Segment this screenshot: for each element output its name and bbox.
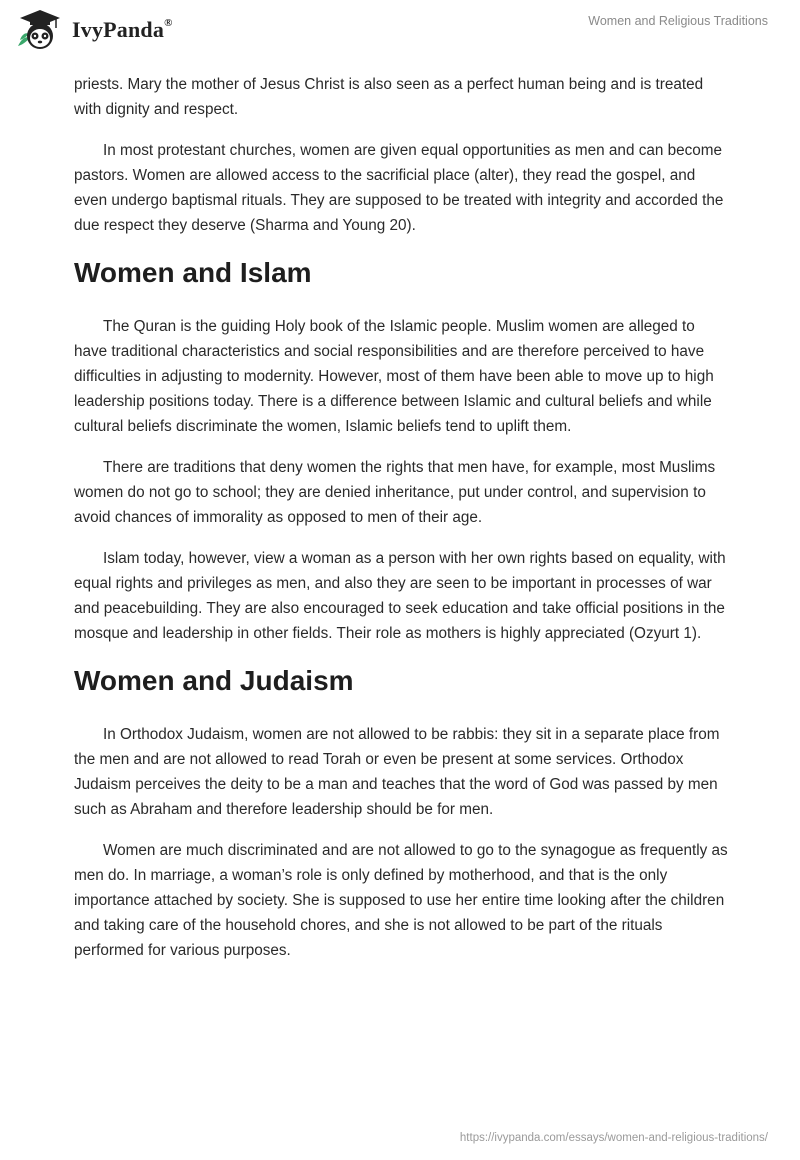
paragraph: Islam today, however, view a woman as a person with her own rights based on equality, with equal rights and privileges as men, and also they are seen to be important in processes of war and peacebuilding. They are also encouraged to seek education and take official positions in the mosque and leadership in other fields. Their role as mothers is highly appreciated (Ozyurt 1).: [74, 550, 726, 642]
panda-graduate-icon: [16, 8, 64, 52]
section-heading-judaism: Women and Judaism: [74, 665, 354, 696]
paragraph: There are traditions that deny women the rights that men have, for example, most Muslims women do not go to school; they are denied inheritance, put under control, and supervision to avoid chances of immorality as opposed to men of their age.: [74, 459, 716, 526]
document-title: Women and Religious Traditions: [588, 14, 768, 28]
essay-content: [74, 72, 728, 979]
paragraph: In most protestant churches, women are given equal opportunities as men and can become pastors. Women are allowed access to the sacrificial place (alter), they read the gospel, and even undergo baptismal rituals. They are supposed to be treated with integrity and accorded the due respect they deserve (Sharma and Young 20).: [74, 142, 724, 234]
paragraph: The Quran is the guiding Holy book of the Islamic people. Muslim women are alleged to have traditional characteristics and social responsibilities and are therefore perceived to have difficulties in adjusting to modernity. However, most of them have been able to move up to high leadership positions today. There is a difference between Islamic and cultural beliefs and while cultural beliefs discriminate the women, Islamic beliefs tend to uplift them.: [74, 318, 714, 435]
source-url[interactable]: https://ivypanda.com/essays/women-and-religious-traditions/: [459, 1132, 768, 1144]
paragraph: Women are much discriminated and are not allowed to go to the synagogue as frequently as men do. In marriage, a woman’s role is only defined by motherhood, and that is the only importance attached by society. She is supposed to use her entire time looking after the children and taking care of the household chores, and she is not allowed to be part of the rituals performed for various purposes.: [74, 842, 728, 959]
brand-name: IvyPanda®: [72, 16, 173, 42]
paragraph: priests. Mary the mother of Jesus Christ is also seen as a perfect human being and is treated with dignity and respect.: [74, 76, 704, 118]
page-header: [0, 0, 800, 70]
logo[interactable]: [16, 8, 173, 52]
paragraph: In Orthodox Judaism, women are not allowed to be rabbis: they sit in a separate place from the men and are not allowed to read Torah or even be present at some services. Orthodox Judaism perceives the deity to be a man and teaches that the word of God was passed by men such as Abraham and therefore leadership should be for men.: [74, 726, 720, 818]
section-heading-islam: Women and Islam: [74, 257, 312, 288]
